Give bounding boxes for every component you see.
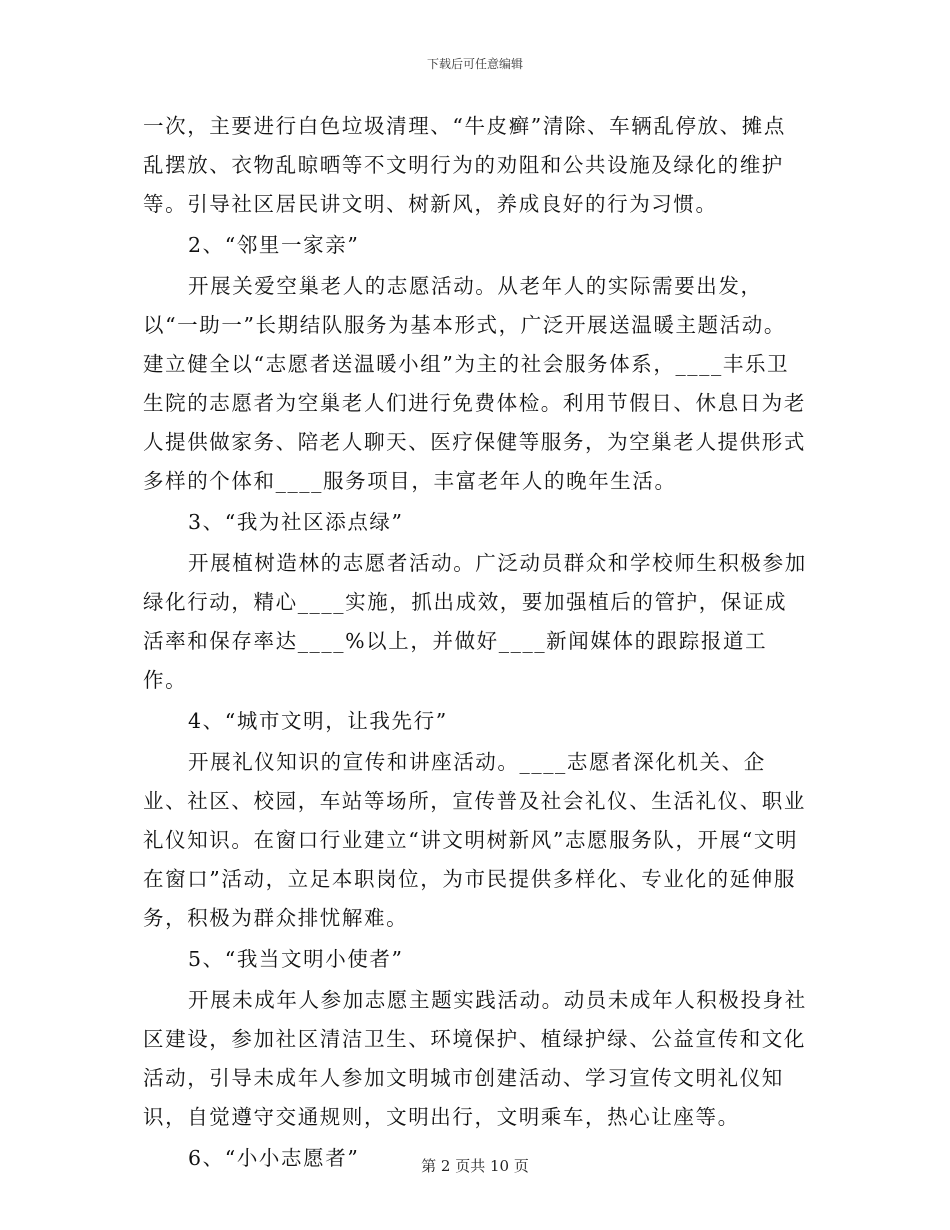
paragraph-section-5: 开展未成年人参加志愿主题实践活动。动员未成年人积极投身社区建设，参加社区清洁卫生、环境保护、植绿护绿、公益宣传和文化活动，引导未成年人参加文明城市创建活动、学习宣传文明礼仪知识，自觉遵守交通规则，文明出行，文明乘车，热心让座等。 xyxy=(143,988,807,1129)
section-heading-2: 2、“邻里一家亲” xyxy=(188,233,360,257)
section-heading-5: 5、“我当文明小使者” xyxy=(188,947,404,971)
paragraph-section-2: 开展关爱空巢老人的志愿活动。从老年人的实际需要出发，以“一助一”长期结队服务为基本形式，广泛开展送温暖主题活动。建立健全以“志愿者送温暖小组”为主的社会服务体系，____丰乐卫生院的志愿者为空巢老人们进行免费体检。利用节假日、休息日为老人提供做家务、陪老人聊天、医疗保健等服务，为空巢老人提供形式多样的个体和____服务项目，丰富老年人的晚年生活。 xyxy=(143,274,806,493)
paragraph-section-3: 开展植树造林的志愿者活动。广泛动员群众和学校师生积极参加绿化行动，精心____实施，抓出成效，要加强植后的管护，保证成活率和保存率达____%以上，并做好____新闻媒体的跟踪报道工作。 xyxy=(143,551,807,692)
page-header: 下载后可任意编辑 xyxy=(426,57,523,71)
document-body xyxy=(143,107,808,1180)
section-heading-4: 4、“城市文明，让我先行” xyxy=(188,709,448,733)
section-heading-6: 6、“小小志愿者” xyxy=(188,1146,360,1170)
page-footer: 第 2 页共 10 页 xyxy=(421,1157,529,1175)
paragraph-section-4: 开展礼仪知识的宣传和讲座活动。____志愿者深化机关、企业、社区、校园，车站等场所，宣传普及社会礼仪、生活礼仪、职业礼仪知识。在窗口行业建立“讲文明树新风”志愿服务队，开展“文明在窗口”活动，立足本职岗位，为市民提供多样化、专业化的延伸服务，积极为群众排忧解难。 xyxy=(143,750,806,930)
paragraph-continuation: 一次，主要进行白色垃圾清理、“牛皮癣”清除、车辆乱停放、摊点乱摆放、衣物乱晾晒等不文明行为的劝阻和公共设施及绿化的维护等。引导社区居民讲文明、树新风，养成良好的行为习惯。 xyxy=(143,114,786,216)
section-heading-3: 3、“我为社区添点绿” xyxy=(188,510,404,534)
